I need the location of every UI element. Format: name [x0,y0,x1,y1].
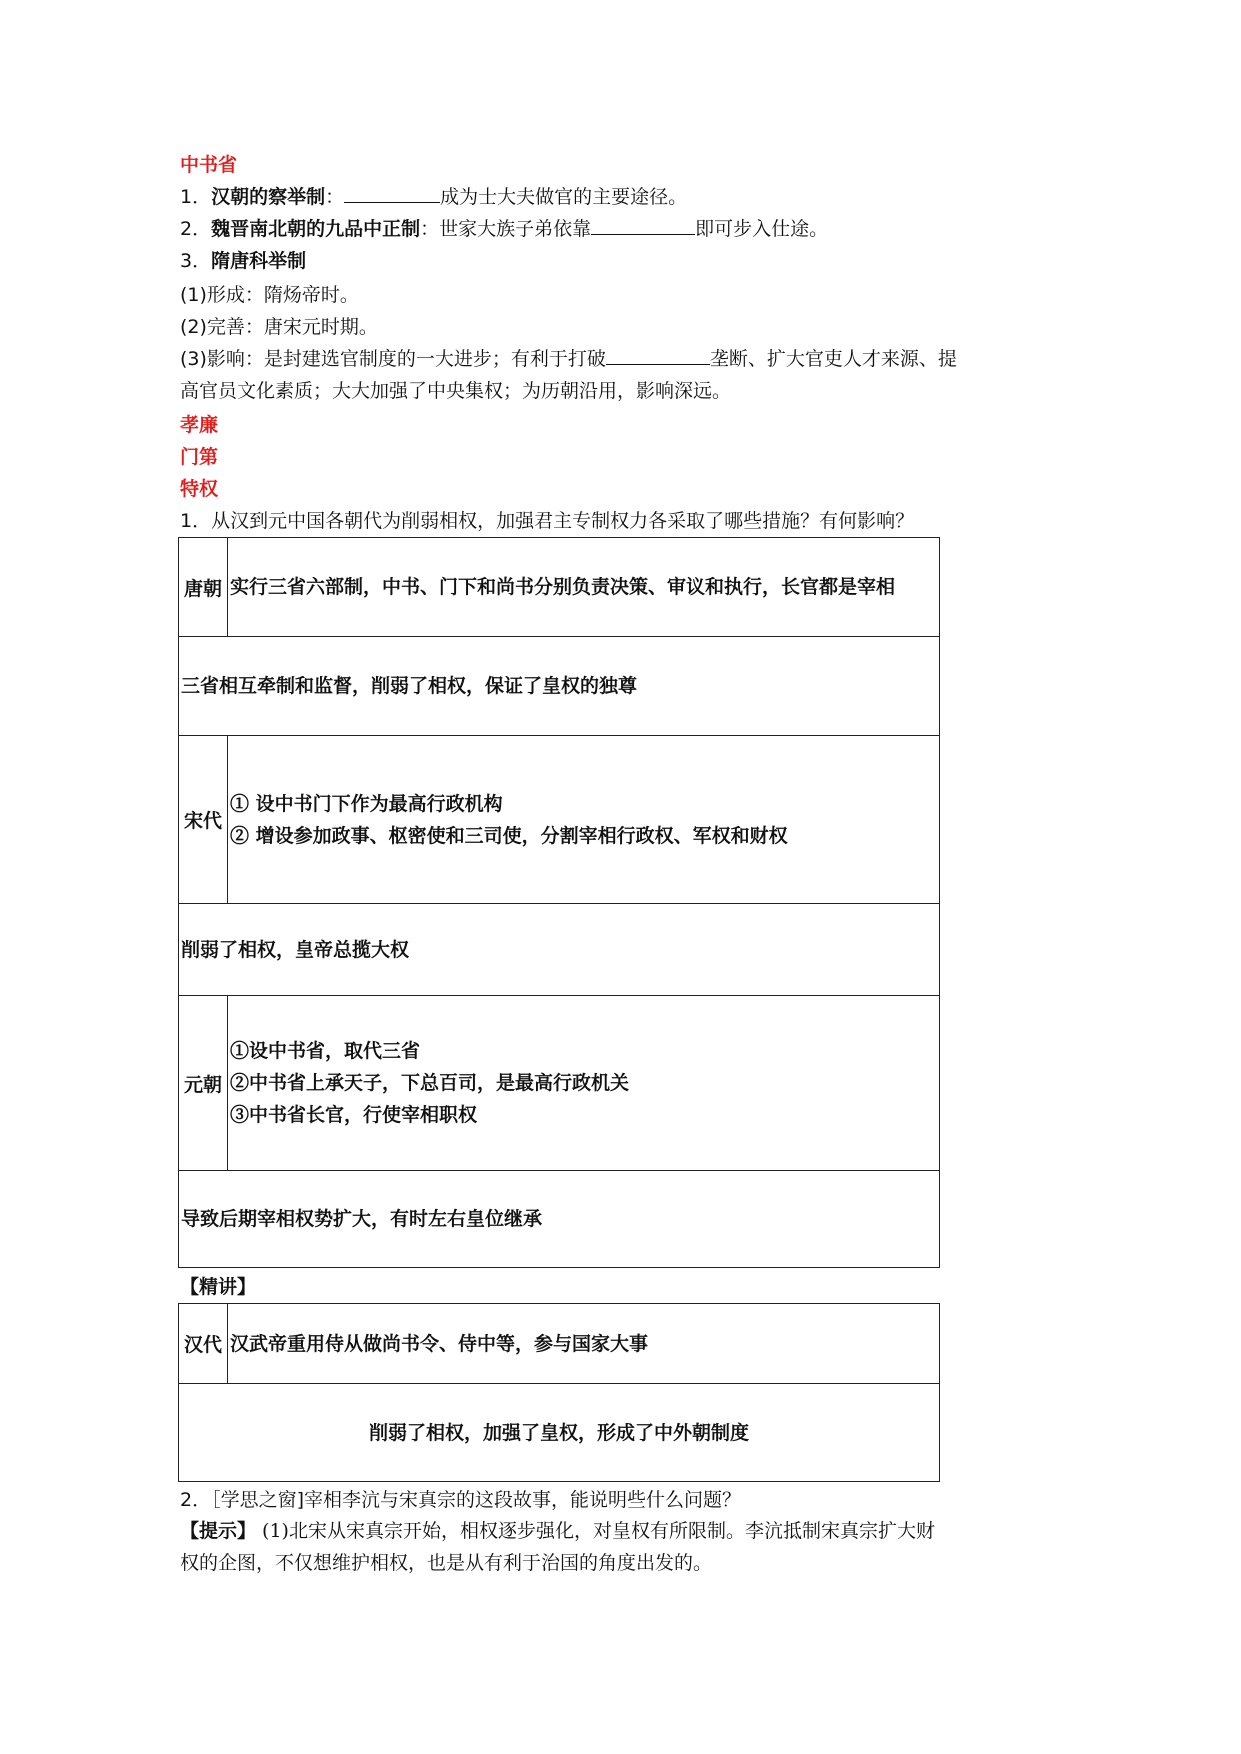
fill-blank-1[interactable] [344,182,440,203]
item-2-end: 即可步入仕途。 [695,218,829,240]
tang-label: 唐朝 [179,538,228,637]
fill-blank-3[interactable] [606,344,710,365]
song-effect: 削弱了相权，皇帝总揽大权 [179,904,940,996]
yuan-measures [228,996,940,1171]
key-term-mendi: 门第 [180,446,219,468]
item-3-number: 3． [180,250,212,272]
point-2: (2)完善：唐宋元时期。 [180,316,378,338]
point-1: (1)形成：隋炀帝时。 [180,284,359,306]
han-effect: 削弱了相权，加强了皇权，形成了中外朝制度 [179,1384,940,1482]
item-1-number: 1． [180,186,212,208]
jingjiang-heading: 【精讲】 [180,1276,257,1298]
item-1-title: 汉朝的察举制 [211,186,326,208]
key-term-tequan: 特权 [180,478,219,500]
item-2-number: 2． [180,218,212,240]
song-measure-1: ① 设中书门下作为最高行政机构 [230,792,503,815]
question-1: 1．从汉到元中国各朝代为削弱相权，加强君主专制权力各采取了哪些措施？有何影响？ [180,510,915,532]
point-3-continued: 高官员文化素质；大大加强了中央集权；为历朝沿用，影响深远。 [180,380,732,402]
tang-effect: 三省相互牵制和监督，削弱了相权，保证了皇权的独尊 [179,637,940,736]
hint-text-1: (1)北宋从宋真宗开始，相权逐步强化，对皇权有所限制。李沆抵制宋真宗扩大财 [256,1520,935,1542]
fill-blank-2[interactable] [591,214,695,235]
yuan-effect: 导致后期宰相权势扩大，有时左右皇位继承 [179,1171,940,1268]
item-2-text: ：世家大族子弟依靠 [420,218,592,240]
yuan-measure-2: ②中书省上承天子，下总百司，是最高行政机关 [230,1072,630,1094]
measures-table [178,537,940,1268]
hint-label: 【提示】 [180,1520,257,1542]
item-1-text: 成为士大夫做官的主要途径。 [440,186,688,208]
song-measures [228,736,940,904]
hint-line-1 [180,1516,935,1546]
han-measure: 汉武帝重用侍从做尚书令、侍中等，参与国家大事 [228,1304,940,1384]
han-table [178,1303,940,1482]
item-2-title: 魏晋南北朝的九品中正制 [211,218,421,240]
song-label: 宋代 [179,736,228,904]
song-measure-2: ② 增设参加政事、枢密使和三司使，分割宰相行政权、军权和财权 [230,824,788,847]
yuan-measure-3: ③中书省长官，行使宰相职权 [230,1104,478,1126]
item-3-title: 隋唐科举制 [211,250,307,272]
item-3 [180,246,306,276]
han-label: 汉代 [179,1304,228,1384]
key-term-xiaolian: 孝廉 [180,414,219,436]
item-1 [180,182,687,212]
question-2: 2．［学思之窗]宰相李沆与宋真宗的这段故事，能说明些什么问题？ [180,1489,742,1511]
point-3-rest: 垄断、扩大官吏人才来源、提 [709,348,957,370]
yuan-measure-1: ①设中书省，取代三省 [230,1040,421,1062]
yuan-label: 元朝 [179,996,228,1171]
key-term-zhongshusheng: 中书省 [180,154,238,176]
item-2 [180,214,828,244]
hint-line-2: 权的企图，不仅想维护相权，也是从有利于治国的角度出发的。 [180,1552,713,1574]
point-3 [180,344,957,374]
item-1-colon: ： [325,186,345,208]
tang-measure: 实行三省六部制，中书、门下和尚书分别负责决策、审议和执行，长官都是宰相 [228,538,940,637]
point-3-start: (3)影响：是封建选官制度的一大进步；有利于打破 [180,348,606,370]
